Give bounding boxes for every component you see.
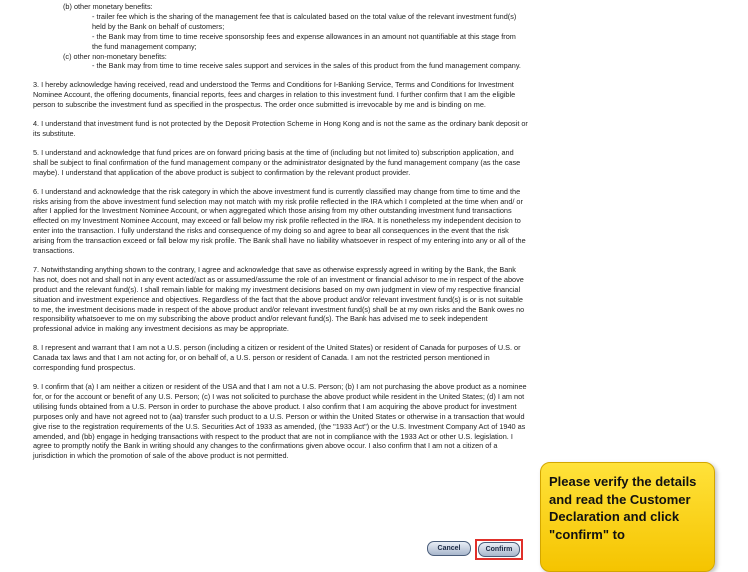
clause-3: 3. I hereby acknowledge having received, read and understood the Terms and Conditions for I-Banking Service, Terms and Conditions for Investment Nominee Account, the offering documents, financial reports, fees and charges in relation to this investment fund. I further confirm that I am the eligible person to subscribe the investment fund as specified in the prospectus. The order once submitted is irrevocable by me and is binding on me. [33,80,516,110]
clause-5: 5. I understand and acknowledge that fund prices are on forward pricing basis at the time of (including but not limited to) subscription application, and shall be subject to final confirmation of the fund management company or the administrator designated by the fund management company (as the case maybe). I understand that application of the above product is subject to confirmation by the relevant product provider. [33,147,521,177]
monetary-benefits-heading: (b) other monetary benefits: [63,2,153,11]
clause-4: 4. I understand that investment fund is not protected by the Deposit Protection Scheme in Hong Kong and is not the same as the ordinary bank deposit or its substitute. [33,119,528,138]
clause-7: 7. Notwithstanding anything shown to the contrary, I agree and acknowledge that save as otherwise expressly agreed in writing by the Bank, the Bank has not, does not and shall not in any event acted/act as or assumed/assume the role of an investment or financial advisor to me in respect of the above product and the relevant fund(s). I shall remain liable for making my investment decisions based on my own judgment in view of my respective financial situation and investment experience and objectives. Regardless of the fact that the above product and/or relevant investment fund(s) is or is not suitable to me, the investment decisions made in respect of the above product and/or relevant investment fund(s) shall be at my own risks and the Bank owes no responsibility whatsoever to me on my subscribing the above product and/or relevant fund(s). The Bank has advised me to seek independent professional advice in making any investment decisions as may be appropriate. [33,264,525,334]
cancel-button[interactable]: Cancel [427,541,471,556]
sales-support-text: - the Bank may from time to time receive sales support and services in the sales of this product from the fund management company. [92,61,521,71]
trailer-fee-text: - trailer fee which is the sharing of the management fee that is calculated based on the total value of the relevant investment fund(s) held by the Bank on behalf of customers; [92,11,517,31]
action-buttons [427,541,523,560]
clause-6: 6. I understand and acknowledge that the risk category in which the above investment fund is currently classified may change from time to time and the risks arising from the above investment fund selection may not match with my risk profile reflected in the IRA which I completed at the time when and/ or after I applied for the Investment Nominee Account, or when aggregated which those arising from my other outstanding investment fund transactions effected on my Investment Nominee Account, may exceed or fall below my risk profile reflected in the IRA. It is nonetheless my independent decision to enter into the transaction. I fully understand the risks and consequence of my doing so and agree to bear all consequences in the event that the risk arising from the transaction exceed or fall below my risk profile. The Bank shall have no liability whatsoever in respect of my entering into any or all of the transactions. [33,186,526,256]
clause-8: 8. I represent and warrant that I am not a U.S. person (including a citizen or resident of the United States) or resident of Canada for purposes of U.S. or Canada tax laws and that I am not acting for, or on behalf of, a U.S. person or resident of Canada. I am not the restricted person mentioned in corresponding fund prospectus. [33,343,521,373]
confirm-highlight [475,539,523,560]
instruction-callout: Please verify the details and read the Customer Declaration and click "confirm" to [540,462,715,572]
clause-9: 9. I confirm that (a) I am neither a citizen or resident of the USA and that I am not a U.S. Person; (b) I am not purchasing the above product as a nominee for, or for the account or benefit of any U.S. Person; (c) I was not solicited to purchase the above product while resident in the United States; (d) I am not utilising funds obtained from a U.S. Person in order to purchase the above product. I also confirm that I am acquiring the above product for investment purposes only and have not agreed not to (aa) transfer such product to a U.S. Person or within the United States or otherwise in a transaction that would give rise to the registration requirements of the U.S. Securities Act of 1933 as amended, (the "1933 Act") or the U.S. Investment Company Act of 1940 as amended, and (bb) engage in hedging transactions with respect to the product that are not in compliance with the 1933 Act or other U.S. legislation. I agree to promptly notify the Bank in writing should any changes to the confirmations given above occur. I also confirm that I am not a citizen of a jurisdiction in which the promotion of sale of the above product is not permitted. [33,382,527,461]
confirm-button[interactable]: Confirm [478,542,520,557]
non-monetary-benefits-heading: (c) other non-monetary benefits: [63,51,167,61]
customer-declaration [33,2,528,470]
sponsorship-fee-text: - the Bank may from time to time receive sponsorship fees and expense allowances in an amount not quantifiable at this stage from the fund management company; [92,31,516,51]
